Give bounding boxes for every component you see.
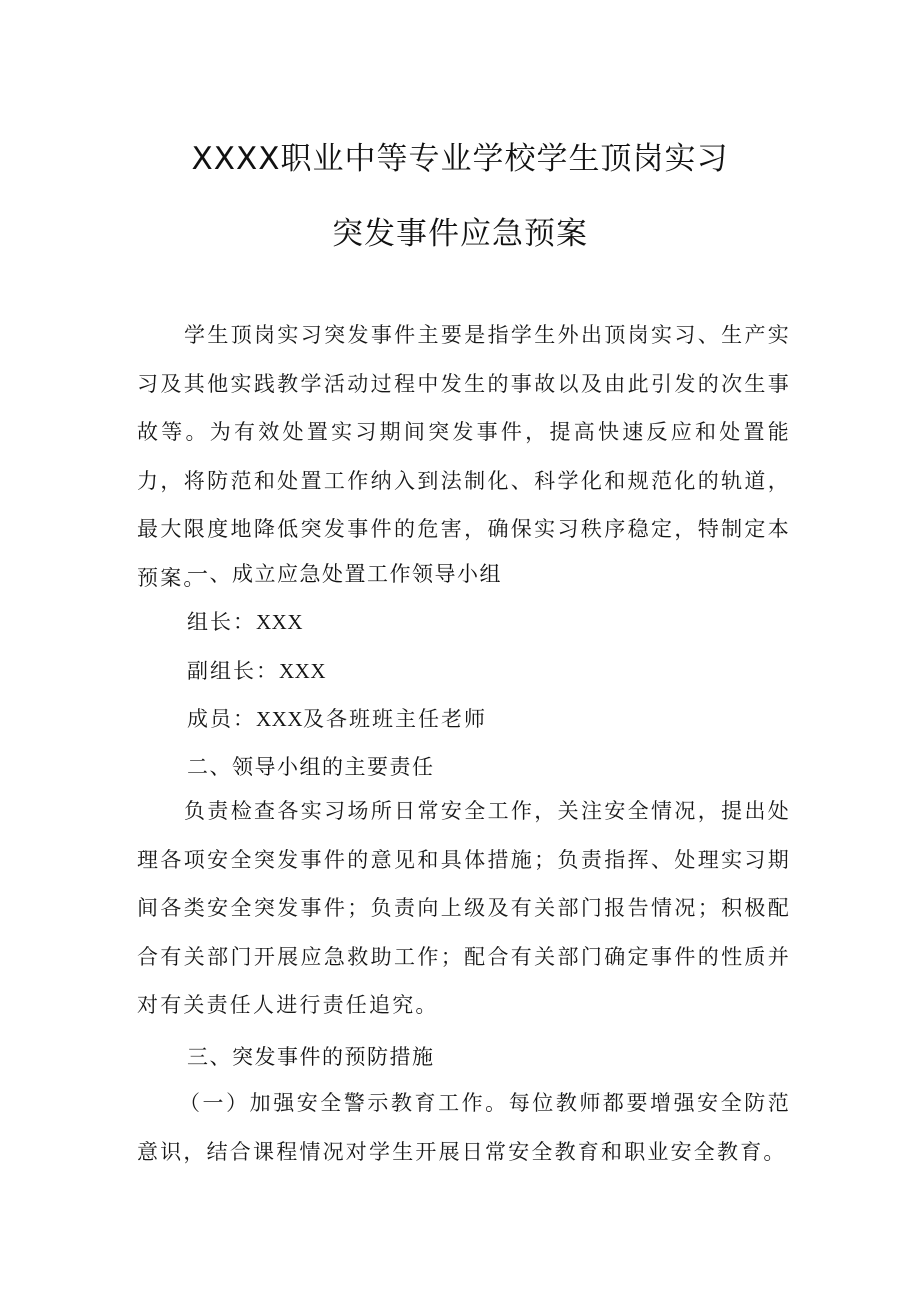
document-title-line1: XXXX职业中等专业学校学生顶岗实习 <box>191 141 729 177</box>
section3-heading: 三、突发事件的预防措施 <box>187 1045 435 1069</box>
section3-item1-paragraph: （一）加强安全警示教育工作。每位教师都要增强安全防范意识，结合课程情况对学生开展日常安全教育和职业安全教育。 <box>137 1091 791 1164</box>
members-label: 成员： <box>187 707 256 731</box>
members-suffix: 及各班班主任老师 <box>303 707 487 731</box>
leader-label: 组长： <box>187 610 256 634</box>
document-title-line2: 突发事件应急预案 <box>332 216 588 252</box>
deputy-leader-label: 副组长： <box>187 659 279 683</box>
section2-heading: 二、领导小组的主要责任 <box>187 755 435 779</box>
intro-paragraph: 学生顶岗实习突发事件主要是指学生外出顶岗实习、生产实习及其他实践教学活动过程中发生的事故以及由此引发的次生事故等。为有效处置实习期间突发事件，提高快速反应和处置能力，将防范和处置工作纳入到法制化、科学化和规范化的轨道，最大限度地降低突发事件的危害，确保实习秩序稳定，特制定本预案。 <box>137 323 791 590</box>
members-value: XXX <box>256 707 303 731</box>
section2-paragraph: 负责检查各实习场所日常安全工作，关注安全情况，提出处理各项安全突发事件的意见和具体措施；负责指挥、处理实习期间各类安全突发事件；负责向上级及有关部门报告情况；积极配合有关部门开展应急救助工作；配合有关部门确定事件的性质并对有关责任人进行责任追究。 <box>137 799 791 1017</box>
leader-line <box>187 606 303 636</box>
section3-item1-block <box>137 1079 791 1176</box>
leader-value: XXX <box>256 610 303 634</box>
section2-paragraph-block <box>137 787 791 1030</box>
section1-heading: 一、成立应急处置工作领导小组 <box>187 562 502 586</box>
deputy-leader-line <box>187 655 326 685</box>
members-line <box>187 703 487 733</box>
deputy-leader-value: XXX <box>279 659 326 683</box>
